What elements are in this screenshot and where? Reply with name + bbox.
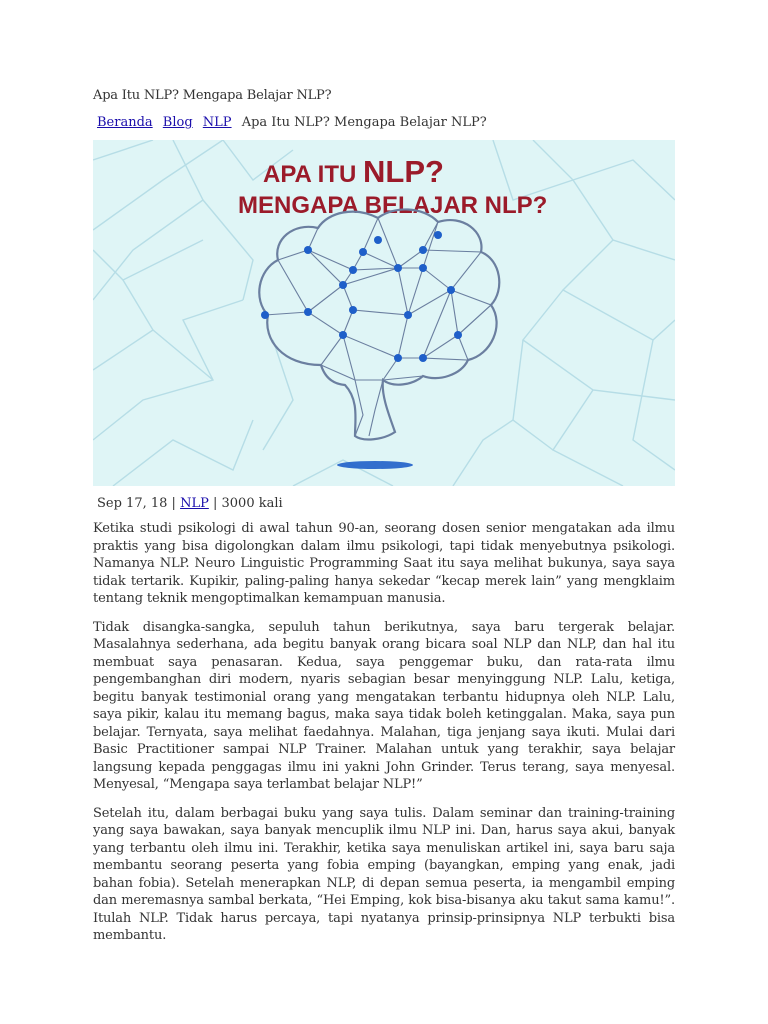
hero-title-line1: APA ITU NLP? — [263, 154, 444, 189]
article-paragraph: Tidak disangka-sangka, sepuluh tahun berikutnya, saya baru tergerak belajar. Masalahnya sederhana, ada begitu banyak orang bicara soal NLP dan NLP, dan hal itu membuat saya penasaran. Kedua, saya penggemar buku, dan rata-rata ilmu pengembanghan diri modern, nyaris sebagian besar menyinggung NLP. Lalu, ketiga, begitu banyak testimonial orang yang mengatakan terbantu hidupnya oleh NLP. Lalu, saya pikir, kalau itu memang bagus, maka saya tidak boleh ketinggalan. Maka, saya pun belajar. Ternyata, saya melihat faedahnya. Malahan, tiga jenjang saya ikuti. Mulai dari Basic Practitioner sampai NLP Trainer. Malahan untuk yang terakhir, saya belajar langsung kepada penggagas ilmu ini yakni John Grinder. Terus terang, saya menyesal. Menyesal, “Mengapa saya terlambat belajar NLP!” — [93, 619, 675, 792]
hero-title-line2: MENGAPA BELAJAR NLP? — [238, 192, 548, 219]
hero-image — [93, 140, 675, 486]
breadcrumb-current: Apa Itu NLP? Mengapa Belajar NLP? — [241, 115, 487, 130]
article-paragraph: Setelah itu, dalam berbagai buku yang saya tulis. Dalam seminar dan training-training yang saya bawakan, saya banyak mencuplik ilmu NLP ini. Dan, harus saya akui, banyak yang terbantu oleh ilmu ini. Terakhir, ketika saya menuliskan artikel ini, saya baru saja membantu seorang peserta yang fobia emping (bayangkan, emping yang enak, jadi bahan fobia). Setelah menerapkan NLP, di depan semua peserta, ia mengambil emping dan meremasnya sambal berkata, “Hei Emping, kok bisa-bisanya aku takut sama kamu!”. Itulah NLP. Tidak harus percaya, tapi nyatanya prinsip-prinsipnya NLP terbukti bisa membantu. — [93, 805, 675, 943]
post-meta — [97, 496, 283, 511]
breadcrumb-link-blog[interactable]: Blog — [162, 115, 193, 130]
hero-illustration — [93, 140, 675, 486]
page-title: Apa Itu NLP? Mengapa Belajar NLP? — [93, 88, 332, 103]
brain-network-icon — [259, 209, 499, 469]
meta-separator: | — [212, 496, 218, 511]
breadcrumb — [97, 115, 487, 130]
breadcrumb-link-beranda[interactable]: Beranda — [97, 115, 153, 130]
breadcrumb-link-nlp[interactable]: NLP — [202, 115, 232, 130]
article-body — [93, 520, 675, 956]
post-category-link[interactable]: NLP — [180, 496, 209, 511]
post-date: Sep 17, 18 | — [97, 496, 176, 511]
article-paragraph: Ketika studi psikologi di awal tahun 90-an, seorang dosen senior mengatakan ada ilmu praktis yang bisa digolongkan dalam ilmu psikologi, tapi tidak menyebutnya psikologi. Namanya NLP. Neuro Linguistic Programming Saat itu saya melihat bukunya, saya saya tidak tertarik. Kupikir, paling-paling hanya sekedar “kecap merek lain” yang mengklaim tentang teknik mengoptimalkan kemampuan manusia. — [93, 521, 675, 606]
view-count: 3000 kali — [221, 496, 283, 511]
